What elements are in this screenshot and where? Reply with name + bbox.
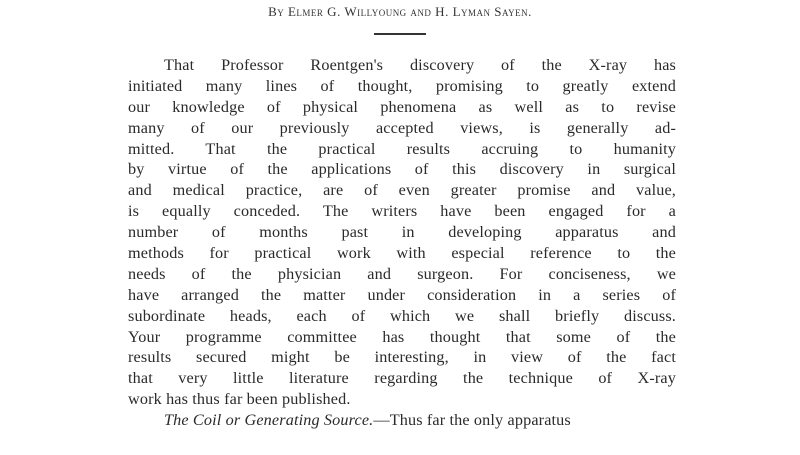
- paragraph-line: is equally conceded. The writers have been engaged for a: [128, 202, 676, 221]
- paragraph-line: Your programme committee has thought that some of the: [128, 327, 676, 346]
- paragraph-line: that very little literature regarding the technique of X-ray: [128, 369, 676, 388]
- paragraph-line: needs of the physician and surgeon. For conciseness, we: [128, 264, 676, 283]
- author-byline: By Elmer G. Willyoung and H. Lyman Sayen.: [268, 4, 532, 19]
- section-line: [128, 410, 676, 431]
- title-divider: [374, 33, 426, 35]
- paragraph-line: results secured might be interesting, in view of the fact: [128, 348, 676, 367]
- paragraph-line: That Professor Roentgen's discovery of the X-ray has: [164, 56, 676, 74]
- paragraph-line: have arranged the matter under consideration in a series of: [128, 285, 676, 304]
- section-heading: The Coil or Generating Source.: [164, 411, 374, 430]
- paragraph-line: our knowledge of physical phenomena as well as to revise: [128, 97, 676, 116]
- paragraph-line: initiated many lines of thought, promising to greatly extend: [128, 76, 676, 95]
- paragraph-line: work has thus far been published.: [128, 390, 351, 409]
- paragraph-line: and medical practice, are of even greater promise and value,: [128, 181, 676, 200]
- paragraph-line: number of months past in developing apparatus and: [128, 223, 676, 242]
- paragraph-line: many of our previously accepted views, is generally ad-: [128, 118, 676, 137]
- article-body: [128, 55, 676, 431]
- paragraph-line: mitted. That the practical results accruing to humanity: [128, 139, 676, 158]
- paragraph-line: by virtue of the applications of this discovery in surgical: [128, 160, 676, 179]
- paragraph-line: methods for practical work with especial reference to the: [128, 244, 676, 263]
- section-text: —Thus far the only apparatus: [373, 411, 571, 430]
- paragraph-line: subordinate heads, each of which we shall briefly discuss.: [128, 306, 676, 325]
